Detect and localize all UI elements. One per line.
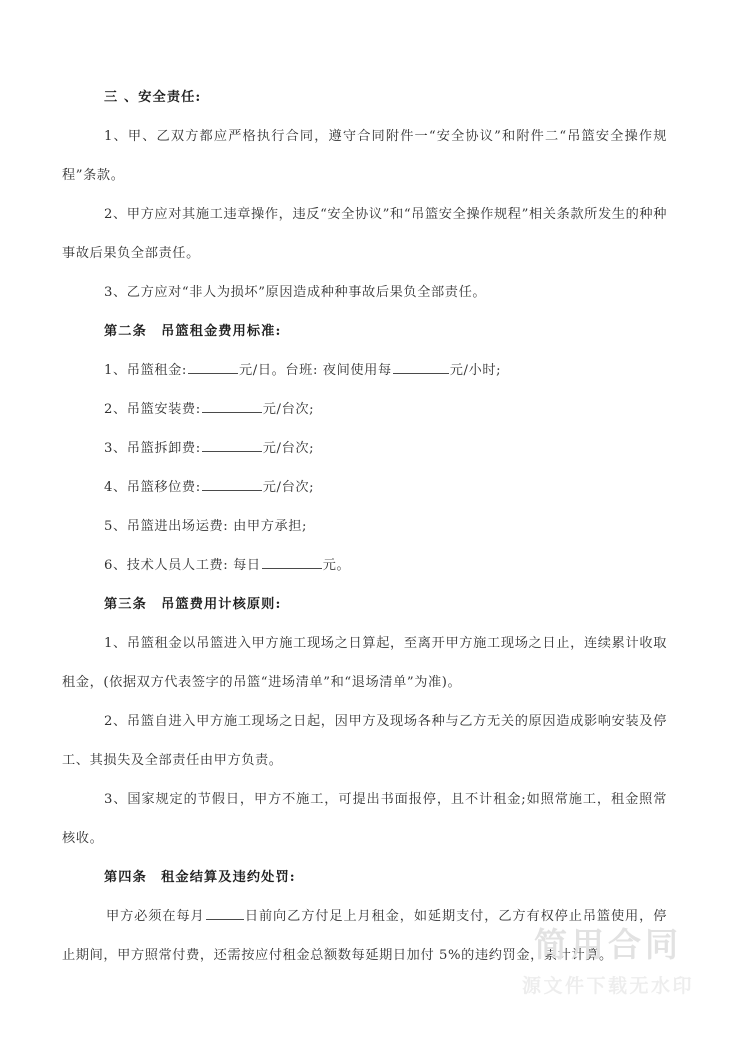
fee-item-4-blank-relocation-fee[interactable] — [202, 477, 262, 491]
watermark-brand-text: 简用合同 — [534, 925, 682, 965]
article-heading-rental-fee-standard: 第二条 吊篮租金费用标准: — [104, 324, 282, 339]
paragraph-safety-item-2: 2、甲方应对其施工违章操作，违反“安全协议”和“吊篮安全操作规程”相关条款所发生的种种事故后果负全部责任。 — [62, 207, 667, 261]
paragraph-fee-item-3 — [62, 429, 667, 468]
settlement-label-a: 甲方必须在每月 — [106, 909, 205, 924]
fee-item-1-label-a: 1、吊篮租金: — [104, 363, 187, 378]
fee-item-1-label-c: 元/小时; — [449, 363, 502, 378]
fee-item-3-blank-dismantle-fee[interactable] — [202, 438, 262, 452]
paragraph-fee-item-1 — [62, 351, 667, 390]
paragraph-settlement-body — [62, 897, 667, 975]
settlement-blank-payment-day[interactable] — [206, 906, 244, 920]
document-body — [62, 78, 667, 975]
paragraph-safety-item-3: 3、乙方应对“非人为损坏”原因造成种种事故后果负全部责任。 — [104, 285, 487, 300]
article-heading-fee-accounting-principle: 第三条 吊篮费用计核原则: — [104, 597, 282, 612]
paragraph-fee-item-2 — [62, 390, 667, 429]
fee-item-3-label-a: 3、吊篮拆卸费: — [104, 441, 201, 456]
fee-item-6-label-b: 元。 — [322, 558, 351, 573]
fee-item-4-label-a: 4、吊篮移位费: — [104, 480, 201, 495]
fee-item-1-label-b: 元/日。台班: 夜间使用每 — [238, 363, 392, 378]
section-heading-safety-responsibility: 三 、安全责任: — [104, 90, 202, 105]
fee-item-4-label-b: 元/台次; — [262, 480, 315, 495]
watermark-subtitle-text: 源文件下载无水印 — [521, 975, 694, 998]
fee-item-6-label-a: 6、技术人员人工费: 每日 — [104, 558, 261, 573]
paragraph-safety-item-1: 1、甲、乙双方都应严格执行合同，遵守合同附件一“安全协议”和附件二“吊篮安全操作规程”条款。 — [62, 129, 667, 183]
settlement-label-b: 日前向乙方付足上月租金，如延期支付，乙方有权停止吊篮使用，停止期间，甲方照常付费，还需按应付租金总额数每延期日加付 5%的违约罚金，累计计算。 — [62, 909, 668, 963]
paragraph-accounting-item-1: 1、吊篮租金以吊篮进入甲方施工现场之日算起，至离开甲方施工现场之日止，连续累计收取租金，(依据双方代表签字的吊篮“进场清单”和“退场清单”为准)。 — [62, 636, 667, 690]
fee-item-6-blank-daily-labor-fee[interactable] — [262, 555, 322, 569]
fee-item-1-blank-daily-rate[interactable] — [188, 360, 238, 374]
article-heading-settlement-penalty: 第四条 租金结算及违约处罚: — [104, 870, 296, 885]
fee-item-1-blank-night-hourly-rate[interactable] — [393, 360, 449, 374]
paragraph-fee-item-6 — [62, 546, 667, 585]
fee-item-3-label-b: 元/台次; — [262, 441, 315, 456]
paragraph-accounting-item-2: 2、吊篮自进入甲方施工现场之日起，因甲方及现场各种与乙方无关的原因造成影响安装及停工、其损失及全部责任由甲方负责。 — [62, 714, 667, 768]
paragraph-fee-item-4 — [62, 468, 667, 507]
fee-item-2-blank-install-fee[interactable] — [202, 399, 262, 413]
paragraph-fee-item-5: 5、吊篮进出场运费: 由甲方承担; — [104, 519, 308, 534]
paragraph-accounting-item-3: 3、国家规定的节假日，甲方不施工，可提出书面报停，且不计租金;如照常施工，租金照常核收。 — [62, 792, 667, 846]
fee-item-2-label-b: 元/台次; — [262, 402, 315, 417]
fee-item-2-label-a: 2、吊篮安装费: — [104, 402, 201, 417]
